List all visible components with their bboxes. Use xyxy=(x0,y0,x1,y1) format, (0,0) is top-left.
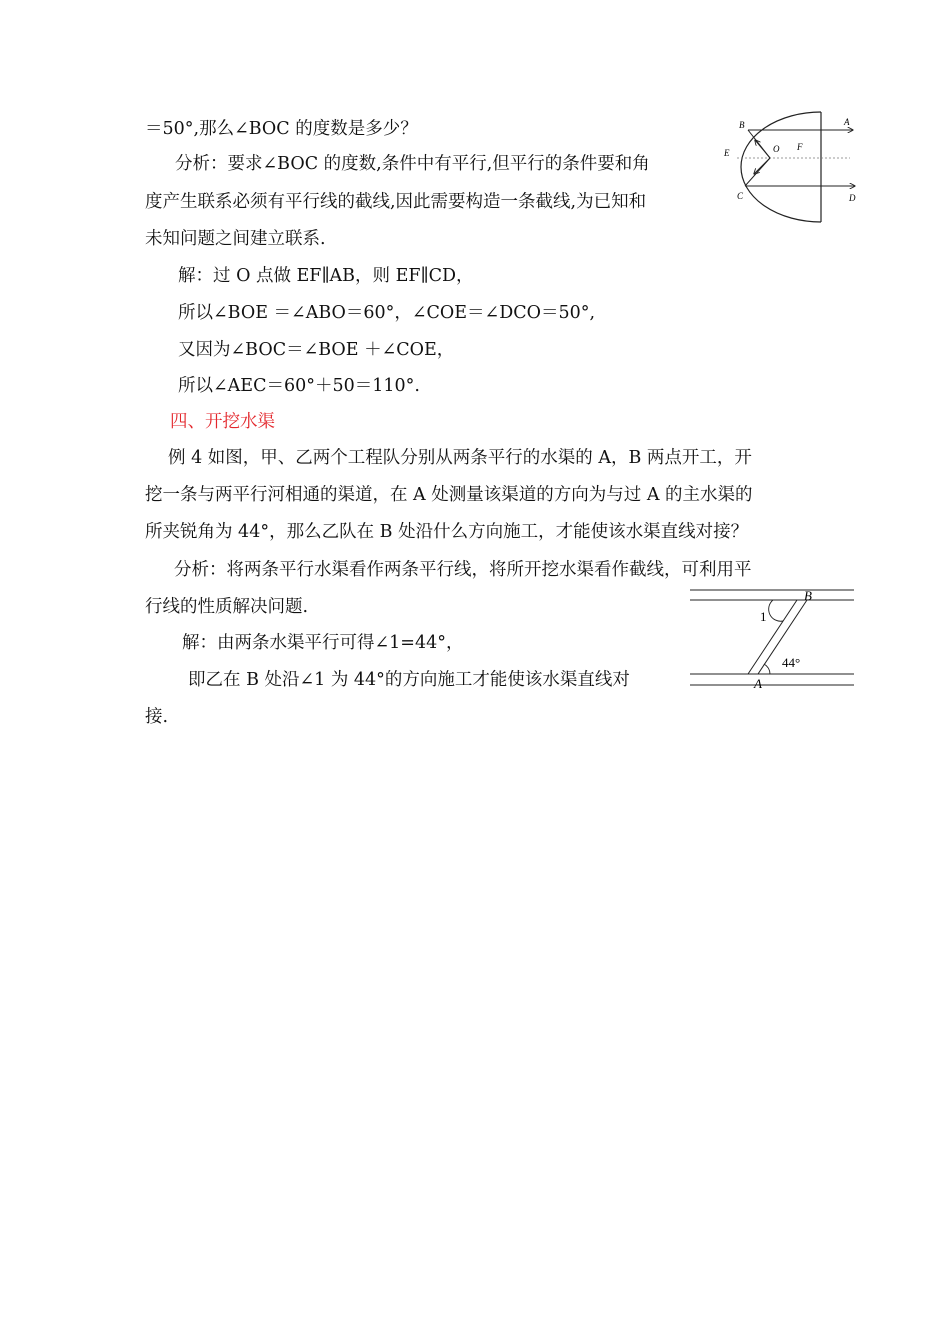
text-line: 行线的性质解决问题. xyxy=(145,597,309,617)
text-line: 挖一条与两平行河相通的渠道，在 A 处测量该渠道的方向为与过 A 的主水渠的 xyxy=(145,485,753,505)
arrow-O-up xyxy=(755,140,770,158)
text-line: 即乙在 B 处沿∠1 为 44°的方向施工才能使该水渠直线对 xyxy=(188,670,630,690)
label-44-degrees: 44° xyxy=(782,655,801,670)
label-O: O xyxy=(773,144,780,154)
text-line: 解：由两条水渠平行可得∠1=44°， xyxy=(182,633,464,653)
semicircle-figure xyxy=(722,110,862,240)
label-D: D xyxy=(849,193,856,203)
label-B: B xyxy=(804,588,812,603)
label-A: A xyxy=(754,676,762,691)
label-F: F xyxy=(797,142,803,152)
label-E: E xyxy=(724,148,730,158)
text-line: 度产生联系必须有平行线的截线,因此需要构造一条截线,为已知和 xyxy=(145,192,647,212)
text-line: ＝50°,那么∠BOC 的度数是多少？ xyxy=(145,119,418,139)
text-line: 例 4 如图，甲、乙两个工程队分别从两条平行的水渠的 A，B 两点开工，开 xyxy=(168,448,752,468)
text-line: 未知问题之间建立联系. xyxy=(145,229,326,249)
text-line: 解：过 O 点做 EF∥AB，则 EF∥CD， xyxy=(178,266,474,286)
text-line: 所夹锐角为 44°，那么乙队在 B 处沿什么方向施工，才能使该水渠直线对接？ xyxy=(145,522,749,542)
text-line: 分析：要求∠BOC 的度数,条件中有平行,但平行的条件要和角 xyxy=(175,154,650,174)
arrow-O-down xyxy=(754,158,770,174)
section-heading: 四、开挖水渠 xyxy=(170,412,275,432)
semicircle-arc xyxy=(741,112,821,222)
canal-figure xyxy=(688,585,858,695)
label-C: C xyxy=(737,191,744,201)
label-1: 1 xyxy=(760,609,767,624)
text-line: 分析：将两条平行水渠看作两条平行线，将所开挖水渠看作截线，可利用平 xyxy=(174,560,752,580)
text-line: 又因为∠BOC＝∠BOE ＋∠COE， xyxy=(178,340,455,360)
text-line: 接. xyxy=(145,707,169,727)
angle-arc-44 xyxy=(764,664,770,674)
angle-arc-1 xyxy=(769,600,783,621)
text-line: 所以∠BOE ＝∠ABO＝60°，∠COE＝∠DCO＝50°, xyxy=(178,303,596,323)
label-A: A xyxy=(844,117,850,127)
text-line: 所以∠AEC＝60°＋50＝110°. xyxy=(178,376,420,396)
label-B: B xyxy=(739,120,745,130)
